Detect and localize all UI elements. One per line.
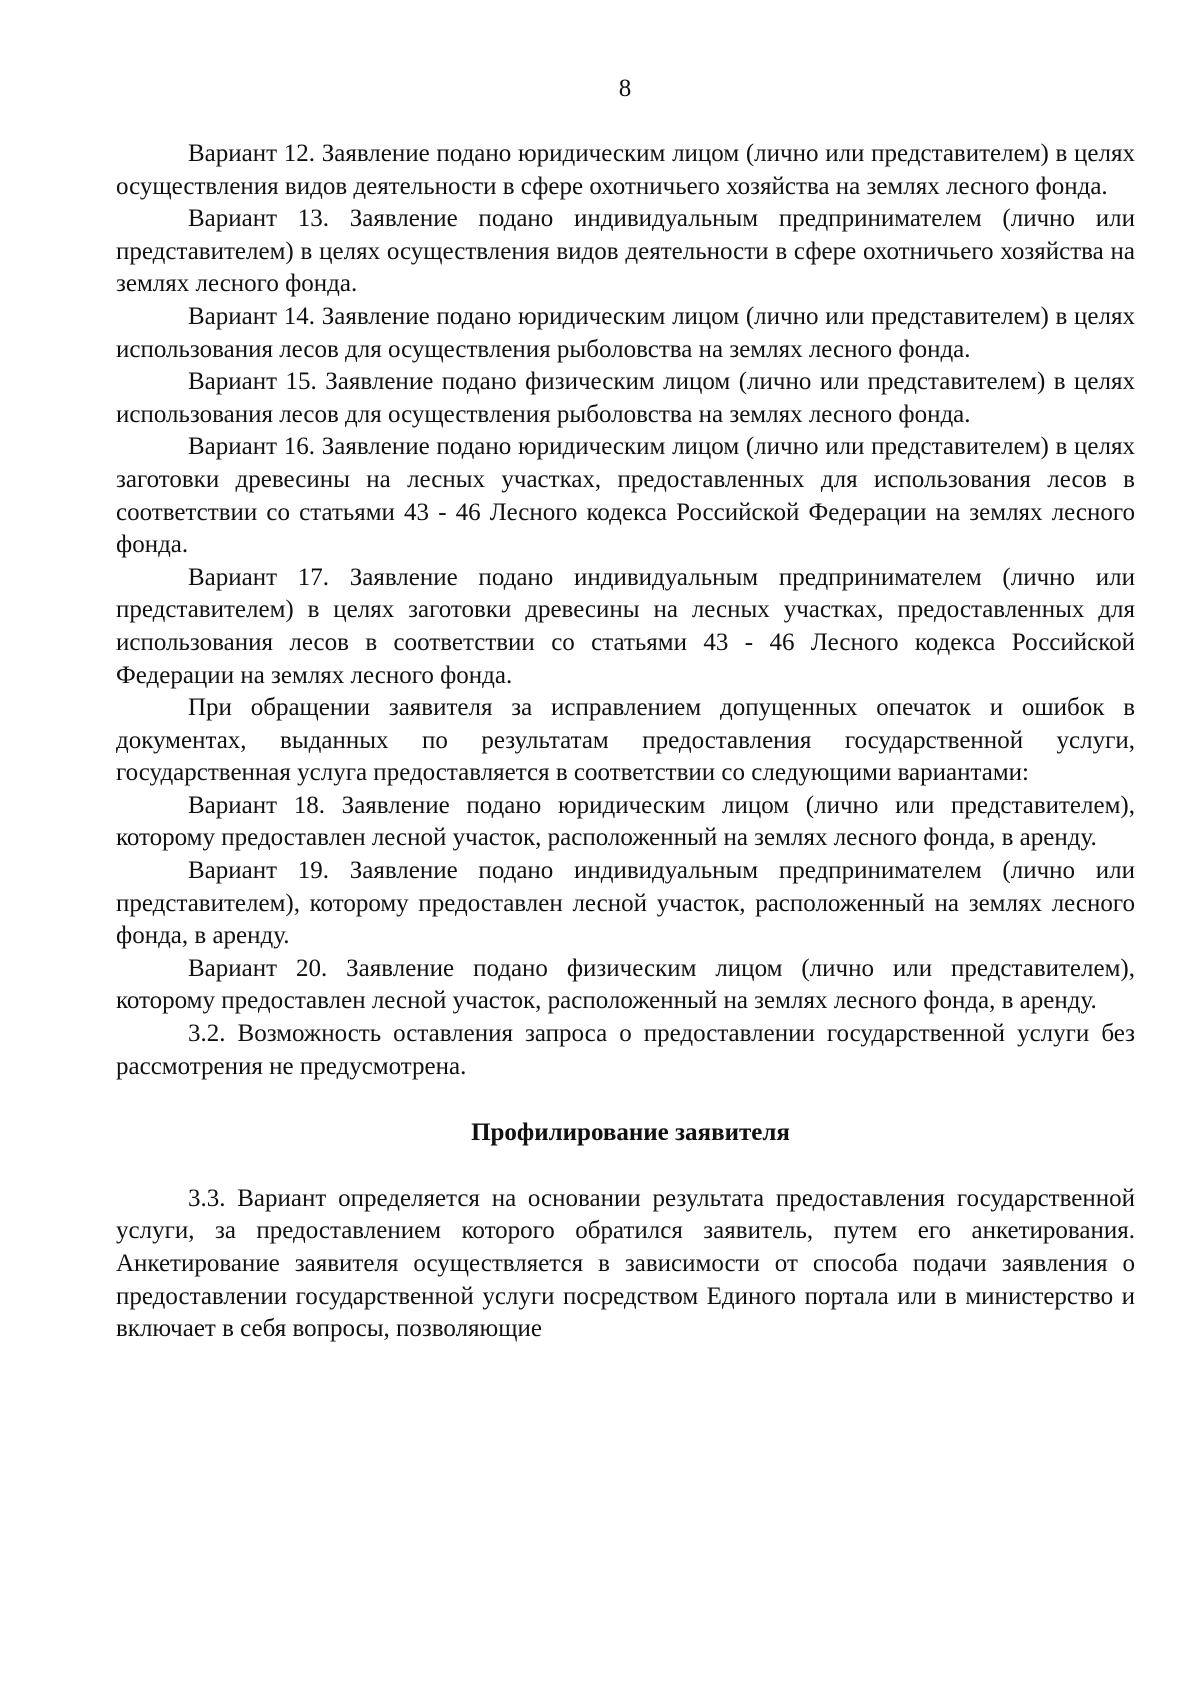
paragraph-3-2: 3.2. Возможность оставления запроса о предоставлении государственной услуги без рассмотрения не предусмотрена.	[116, 1020, 1135, 1080]
paragraph-variant-16: Вариант 16. Заявление подано юридическим лицом (лично или представителем) в целях заготовки древесины на лесных участках, предоставленных для использования лесов в соответствии со статьями 43 - 46 Лесного кодекса Российской Федерации на землях лесного фонда.	[116, 433, 1135, 559]
paragraph-variant-14: Вариант 14. Заявление подано юридическим лицом (лично или представителем) в целях использования лесов для осуществления рыболовства на землях лесного фонда.	[116, 302, 1135, 363]
paragraph-corrections-intro: При обращении заявителя за исправлением допущенных опечаток и ошибок в документах, выданных по результатам предоставления государственной услуги, государственная услуга предоставляется в соответствии со следующими вариантами:	[116, 694, 1135, 787]
page-number: 8	[618, 75, 632, 102]
paragraph-3-3: 3.3. Вариант определяется на основании результата предоставления государственной услуги, за предоставлением которого обратился заявитель, путем его анкетирования. Анкетирование заявителя осуществляется в зависимости от способа подачи заявления о предоставлении государственной услуги посредством Единого портала или в министерство и включает в себя вопросы, позволяющие	[116, 1184, 1135, 1343]
paragraph-variant-17: Вариант 17. Заявление подано индивидуальным предпринимателем (лично или представителем) в целях заготовки древесины на лесных участках, предоставленных для использования лесов в соответствии со статьями 43 - 46 Лесного кодекса Российской Федерации на землях лесного фонда.	[116, 563, 1135, 689]
paragraph-variant-19: Вариант 19. Заявление подано индивидуальным предпринимателем (лично или представителем), которому предоставлен лесной участок, расположенный на землях лесного фонда, в аренду.	[116, 857, 1135, 950]
paragraph-variant-20: Вариант 20. Заявление подано физическим лицом (лично или представителем), которому предоставлен лесной участок, расположенный на землях лесного фонда, в аренду.	[116, 954, 1135, 1015]
section-heading: Профилирование заявителя	[471, 1119, 790, 1147]
paragraph-variant-12: Вариант 12. Заявление подано юридическим лицом (лично или представителем) в целях осуществления видов деятельности в сфере охотничьего хозяйства на землях лесного фонда.	[116, 140, 1135, 200]
paragraph-variant-18: Вариант 18. Заявление подано юридическим лицом (лично или представителем), которому предоставлен лесной участок, расположенный на землях лесного фонда, в аренду.	[116, 791, 1135, 852]
paragraph-variant-15: Вариант 15. Заявление подано физическим лицом (лично или представителем) в целях использования лесов для осуществления рыболовства на землях лесного фонда.	[116, 368, 1135, 428]
document-body	[116, 138, 1135, 1346]
paragraph-variant-13: Вариант 13. Заявление подано индивидуальным предпринимателем (лично или представителем) в целях осуществления видов деятельности в сфере охотничьего хозяйства на землях лесного фонда.	[116, 205, 1135, 298]
